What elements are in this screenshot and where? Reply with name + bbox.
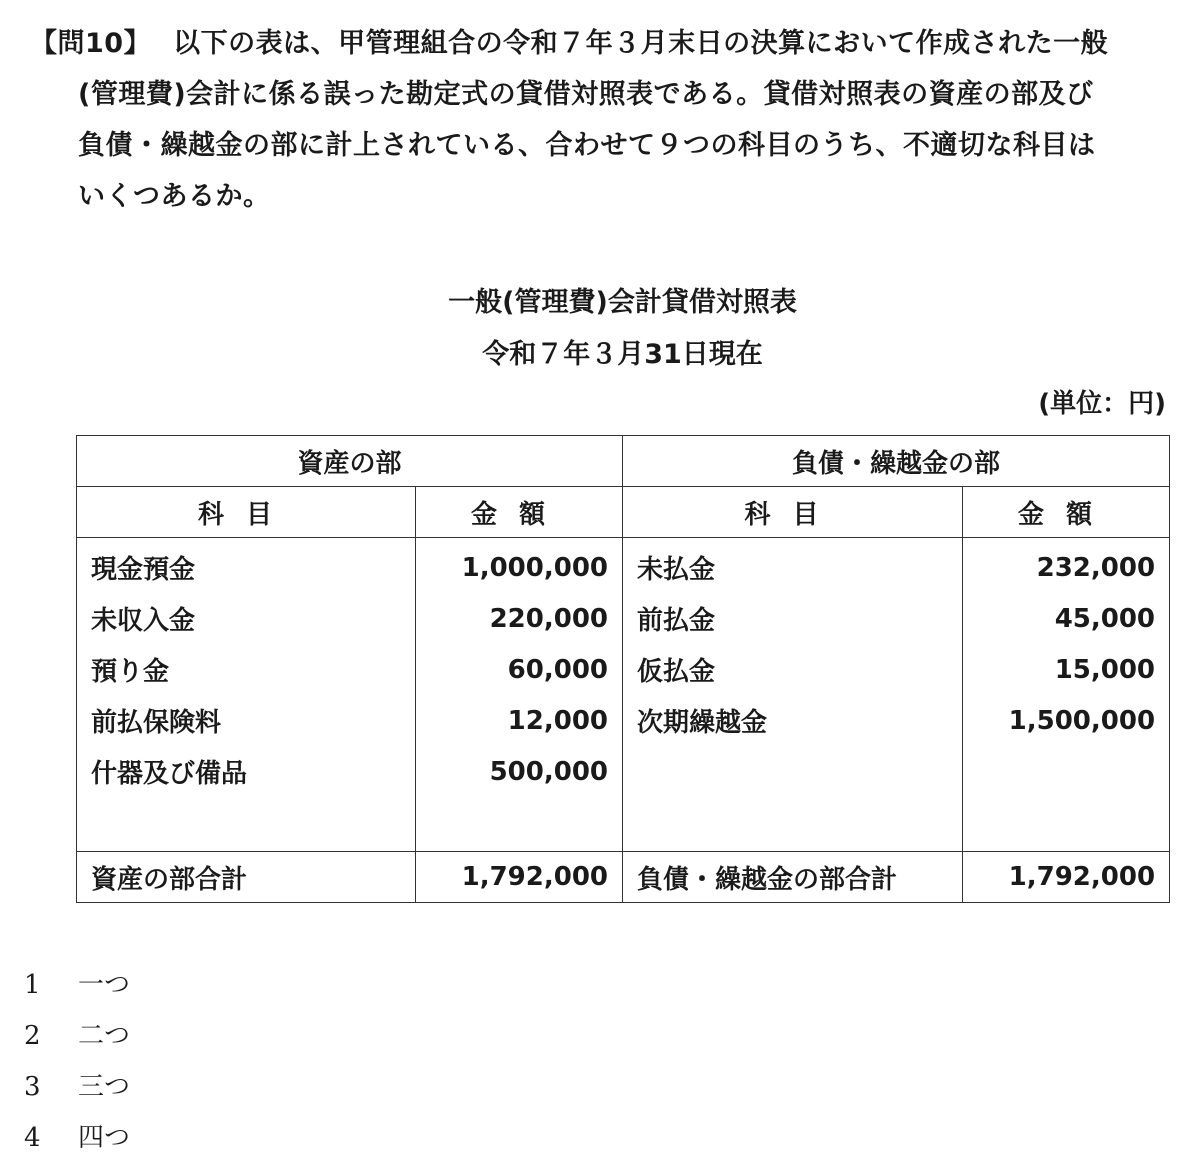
empty-cell xyxy=(416,797,623,852)
asset-amount: 220,000 xyxy=(416,593,623,644)
empty-cell xyxy=(77,797,416,852)
assets-total-label: 資産の部合計 xyxy=(77,852,416,903)
question-first-line xyxy=(30,18,1180,69)
choice-text: 一つ xyxy=(78,970,131,1000)
asset-item: 現金預金 xyxy=(77,538,416,594)
section-header-row xyxy=(77,436,1170,487)
statement-title: 一般(管理費)会計貸借対照表 xyxy=(448,287,797,318)
column-header-row xyxy=(77,487,1170,538)
question-line-3: 負債・繰越金の部に計上されている、合わせて９つの科目のうち、不適切な科目は xyxy=(78,130,1096,161)
table-row xyxy=(77,746,1170,797)
liability-amount: 232,000 xyxy=(963,538,1170,594)
spacer-row xyxy=(77,797,1170,852)
total-row xyxy=(77,852,1170,903)
question-line-4: いくつあるか。 xyxy=(78,181,271,212)
liability-amount: 15,000 xyxy=(963,644,1170,695)
answer-choice[interactable] xyxy=(24,962,130,1013)
answer-choice[interactable] xyxy=(24,1013,130,1064)
choice-number: 3 xyxy=(24,1072,41,1102)
asset-item: 前払保険料 xyxy=(77,695,416,746)
answer-choices xyxy=(24,962,130,1166)
table-row xyxy=(77,695,1170,746)
assets-section-header: 資産の部 xyxy=(77,436,623,487)
assets-total-amount: 1,792,000 xyxy=(416,852,623,903)
question-text xyxy=(30,18,1180,222)
liabilities-section-header: 負債・繰越金の部 xyxy=(623,436,1170,487)
assets-amount-column-header: 金額 xyxy=(416,487,623,538)
empty-cell xyxy=(623,797,963,852)
asset-amount: 60,000 xyxy=(416,644,623,695)
question-line-1: 以下の表は、甲管理組合の令和７年３月末日の決算において作成された一般 xyxy=(173,28,1109,59)
choice-number: 1 xyxy=(24,970,41,1000)
answer-choice[interactable] xyxy=(24,1064,130,1115)
liability-item: 未払金 xyxy=(623,538,963,594)
balance-sheet-table xyxy=(76,435,1170,903)
liability-amount: 45,000 xyxy=(963,593,1170,644)
unit-label: (単位：円) xyxy=(1038,389,1166,419)
liability-amount: 1,500,000 xyxy=(963,695,1170,746)
asset-item: 未収入金 xyxy=(77,593,416,644)
liability-item: 次期繰越金 xyxy=(623,695,963,746)
choice-text: 三つ xyxy=(78,1072,131,1102)
table-row xyxy=(77,644,1170,695)
choice-number: 4 xyxy=(24,1123,41,1153)
choice-number: 2 xyxy=(24,1021,41,1051)
liabilities-amount-column-header: 金額 xyxy=(963,487,1170,538)
assets-item-column-header: 科目 xyxy=(77,487,416,538)
liability-item: 前払金 xyxy=(623,593,963,644)
choice-text: 二つ xyxy=(78,1021,131,1051)
liabilities-total-label: 負債・繰越金の部合計 xyxy=(623,852,963,903)
table-row xyxy=(77,538,1170,594)
table-row xyxy=(77,593,1170,644)
statement-date: 令和７年３月31日現在 xyxy=(482,339,763,370)
liabilities-total-amount: 1,792,000 xyxy=(963,852,1170,903)
empty-cell xyxy=(963,746,1170,797)
asset-amount: 500,000 xyxy=(416,746,623,797)
question-line-2: (管理費)会計に係る誤った勘定式の貸借対照表である。貸借対照表の資産の部及び xyxy=(78,79,1094,110)
asset-item: 什器及び備品 xyxy=(77,746,416,797)
asset-item: 預り金 xyxy=(77,644,416,695)
answer-choice[interactable] xyxy=(24,1115,130,1166)
liability-item: 仮払金 xyxy=(623,644,963,695)
choice-text: 四つ xyxy=(78,1123,131,1153)
asset-amount: 1,000,000 xyxy=(416,538,623,594)
empty-cell xyxy=(623,746,963,797)
empty-cell xyxy=(963,797,1170,852)
liabilities-item-column-header: 科目 xyxy=(623,487,963,538)
question-label: 【問10】 xyxy=(30,28,152,59)
asset-amount: 12,000 xyxy=(416,695,623,746)
